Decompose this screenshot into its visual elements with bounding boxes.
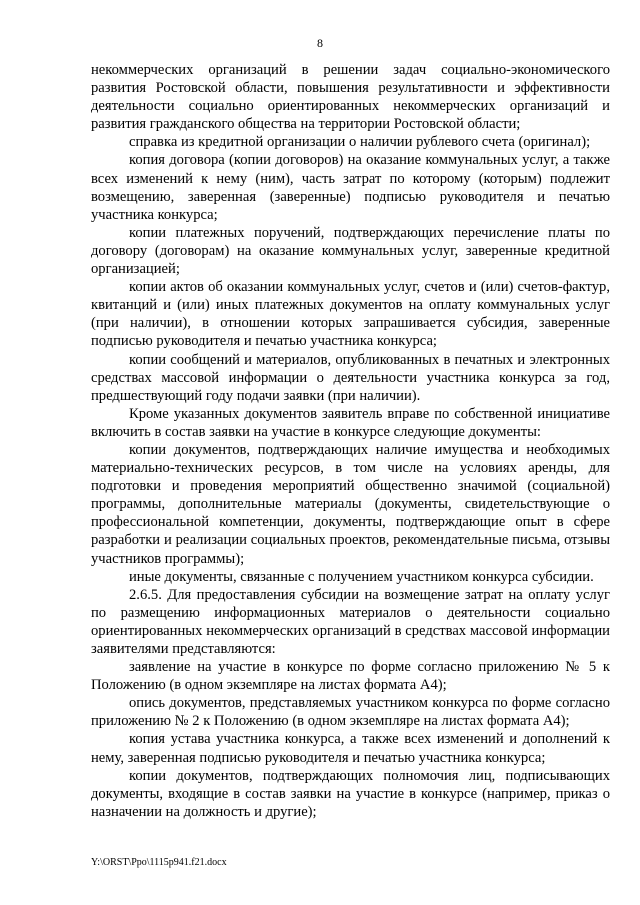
paragraph-application: заявление на участие в конкурсе по форме согласно приложению № 5 к Положению (в одном экземпляре на листах формата А4); [91,659,610,694]
paragraph-continuation: некоммерческих организаций в решении задач социально-экономического развития Ростовской области, повышения результативности и эффективности деятельности социально ориентированных некоммерческих организаций и развития гражданского общества на территории Ростовской области; [91,62,610,133]
paragraph-section-2-6-5: 2.6.5. Для предоставления субсидии на возмещение затрат на оплату услуг по размещению информационных материалов о деятельности социально ориентированных некоммерческих организаций в средствах массовой информации заявителями представляются: [91,586,610,657]
paragraph-authority-documents: копии документов, подтверждающих полномочия лиц, подписывающих документы, входящие в состав заявки на участие в конкурсе (например, приказ о назначении на должность и другие); [91,767,610,820]
paragraph-other-documents: иные документы, связанные с получением участником конкурса субсидии. [129,568,594,585]
paragraph-payment-orders: копии платежных поручений, подтверждающих перечисление платы по договору (договорам) на оказание коммунальных услуг, заверенные кредитной организацией; [91,224,610,278]
file-path-footer: Y:\ORST\Ppo\1115p941.f21.docx [91,857,227,868]
paragraph-inventory: опись документов, представляемых участником конкурса по форме согласно приложению № 2 к Положению (в одном экземпляре на листах формата А4); [91,695,610,730]
paragraph-charter: копия устава участника конкурса, а также всех изменений и дополнений к нему, заверенная подписью руководителя и печатью участника конкурса; [91,731,610,766]
paragraph-optional-documents-intro: Кроме указанных документов заявитель вправе по собственной инициативе включить в состав заявки на участие в конкурсе следующие документы: [91,405,610,440]
paragraph-utility-contract: копия договора (копии договоров) на оказание коммунальных услуг, а также всех изменений к нему (ним), часть затрат по которому (которым) подлежит возмещению, заверенная (заверенные) подписью руководителя и печатью участника конкурса; [91,152,610,223]
paragraph-bank-certificate: справка из кредитной организации о наличии рублевого счета (оригинал); [129,134,591,151]
paragraph-property-documents: копии документов, подтверждающих наличие имущества и необходимых материально-технических ресурсов, в том числе на условиях аренды, для подготовки и проведения мероприятий общественно значимой (социальной) программы, дополнительные материалы (документы, свидетельствующие о профессиональной компетенции, документы, подтверждающие опыт в сфере разработки и реализации социальных проектов, рекомендательные письма, отзывы участников программы); [91,441,610,567]
paragraph-media-publications: копии сообщений и материалов, опубликованных в печатных и электронных средствах массовой информации о деятельности участника конкурса за год, предшествующий году подачи заявки (при наличии). [91,351,610,404]
page-number: 8 [317,36,323,50]
document-body [91,61,610,821]
paragraph-service-acts: копии актов об оказании коммунальных услуг, счетов и (или) счетов-фактур, квитанций и (или) иных платежных документов на оплату коммунальных услуг (при наличии), в отношении которых запрашивается субсидия, заверенные подписью руководителя и печатью участника конкурса; [91,279,610,350]
